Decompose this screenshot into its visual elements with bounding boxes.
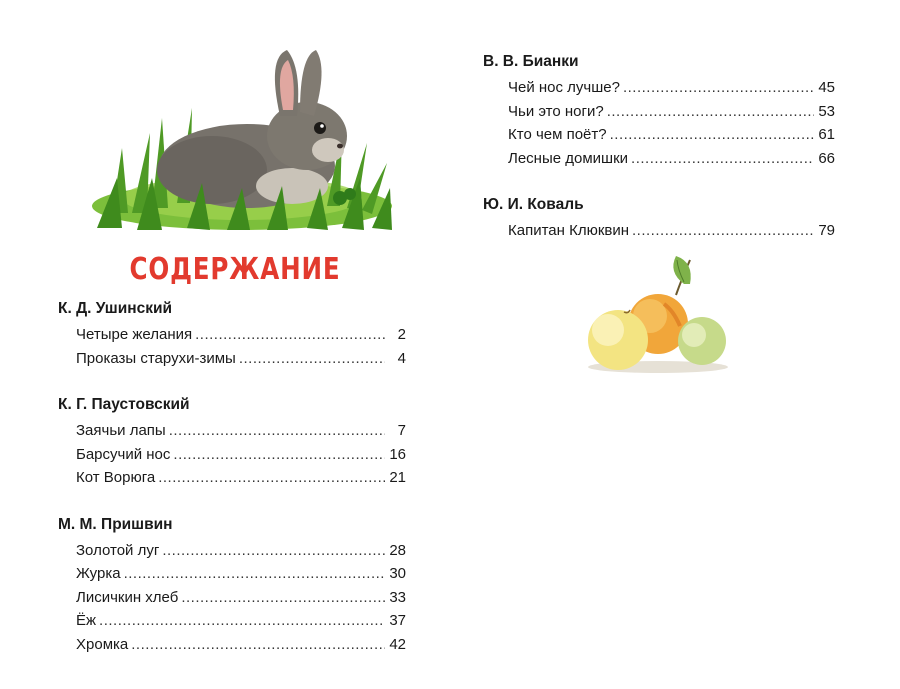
entry-page-number: 30 (389, 565, 406, 582)
dot-leader (239, 347, 385, 371)
toc-left-column (58, 299, 406, 681)
toc-entry[interactable] (76, 609, 406, 633)
entry-title: Ёж (76, 612, 97, 629)
toc-entry[interactable] (508, 123, 835, 147)
author-block (58, 515, 406, 657)
toc-right-column (483, 52, 843, 268)
toc-entry[interactable] (76, 466, 406, 490)
entry-title: Заячьи лапы (76, 422, 166, 439)
author-name: М. М. Пришвин (58, 515, 173, 533)
toc-entry[interactable] (76, 586, 406, 610)
dot-leader (181, 586, 385, 610)
entry-page-number: 45 (818, 79, 835, 96)
entry-title: Хромка (76, 635, 129, 653)
dot-leader (607, 100, 814, 124)
entry-page-number: 16 (389, 445, 406, 463)
entry-page-number: 7 (397, 422, 406, 439)
dot-leader (632, 219, 814, 243)
entry-page-number: 79 (818, 222, 835, 239)
entry-page-number: 2 (397, 326, 406, 343)
entry-title: Четыре желания (76, 326, 193, 343)
author-block (58, 299, 406, 370)
entry-title: Журка (76, 565, 121, 582)
dot-leader (131, 633, 385, 657)
dot-leader (623, 76, 814, 100)
toc-entry[interactable] (76, 347, 406, 371)
entry-title: Кто чем поёт? (508, 126, 607, 143)
page-title: СОДЕРЖАНИЕ (129, 252, 341, 287)
author-name: К. Д. Ушинский (58, 300, 173, 317)
entry-title: Капитан Клюквин (508, 222, 630, 239)
dot-leader (124, 562, 385, 586)
author-block (483, 195, 843, 243)
toc-entry[interactable] (508, 76, 835, 100)
toc-entry[interactable] (76, 419, 406, 443)
entry-title: Лесные домишки (508, 149, 629, 167)
author-block (483, 52, 843, 170)
toc-entry[interactable] (76, 443, 406, 467)
toc-entry[interactable] (76, 539, 406, 563)
dot-leader (631, 147, 814, 171)
toc-entry[interactable] (76, 323, 406, 347)
rabbit-illustration (92, 38, 397, 238)
entry-page-number: 4 (397, 349, 406, 367)
apples-illustration (578, 250, 733, 375)
dot-leader (99, 609, 385, 633)
entry-page-number: 28 (389, 541, 406, 559)
entry-page-number: 53 (818, 102, 835, 120)
toc-entry[interactable] (76, 633, 406, 657)
entry-page-number: 66 (818, 149, 835, 167)
entry-title: Барсучий нос (76, 445, 171, 463)
entry-title: Кот Ворюга (76, 469, 156, 486)
toc-entry[interactable] (76, 562, 406, 586)
dot-leader (162, 539, 385, 563)
entry-title: Лисичкин хлеб (76, 588, 179, 606)
entry-page-number: 21 (389, 469, 406, 486)
dot-leader (610, 123, 814, 147)
author-name: Ю. И. Коваль (483, 196, 584, 213)
toc-entry[interactable] (508, 147, 835, 171)
entry-title: Золотой луг (76, 541, 160, 559)
entry-page-number: 37 (389, 612, 406, 629)
author-name: В. В. Бианки (483, 53, 579, 70)
dot-leader (158, 466, 385, 490)
entry-title: Чьи это ноги? (508, 102, 604, 120)
entry-page-number: 33 (389, 588, 406, 606)
author-name: К. Г. Паустовский (58, 396, 190, 413)
dot-leader (195, 323, 385, 347)
dot-leader (173, 443, 385, 467)
entry-title: Проказы старухи-зимы (76, 349, 236, 367)
toc-entry[interactable] (508, 100, 835, 124)
toc-entry[interactable] (508, 219, 835, 243)
dot-leader (169, 419, 385, 443)
entry-page-number: 61 (818, 126, 835, 143)
entry-title: Чей нос лучше? (508, 79, 620, 96)
author-block (58, 395, 406, 490)
entry-page-number: 42 (389, 635, 406, 653)
